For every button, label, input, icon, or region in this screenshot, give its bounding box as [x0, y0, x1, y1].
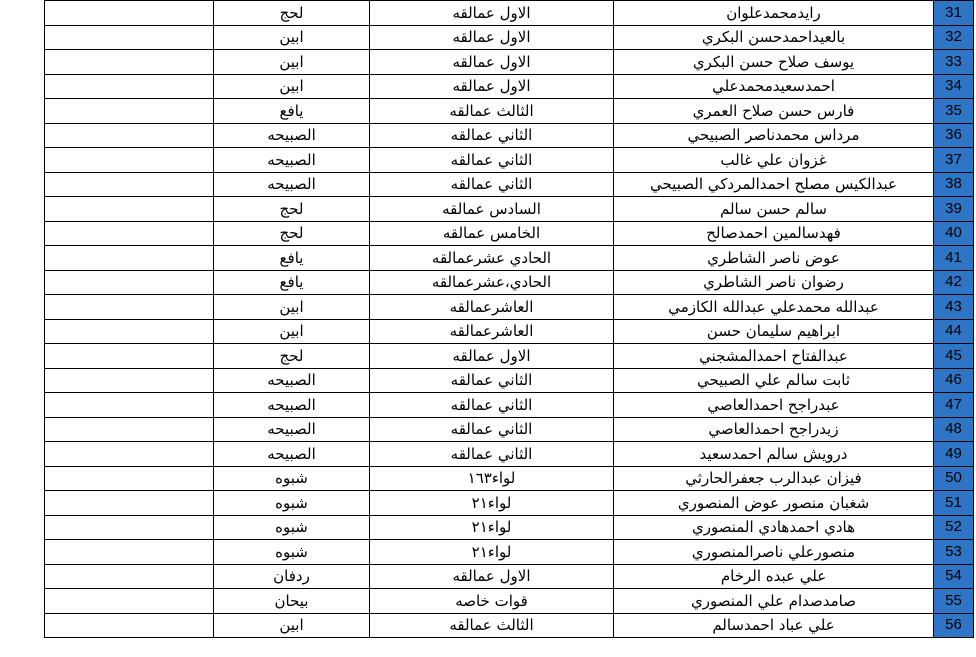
unit-cell[interactable]: لواء٢١ — [370, 491, 614, 516]
region-cell[interactable]: ابين — [214, 295, 370, 320]
region-cell[interactable]: ابين — [214, 613, 370, 638]
empty-cell[interactable] — [45, 466, 214, 491]
empty-cell[interactable] — [45, 417, 214, 442]
table-row — [45, 417, 974, 442]
name-cell[interactable]: عبدالله محمدعلي عبدالله الكازمي — [614, 295, 934, 320]
name-cell[interactable]: ثابت سالم علي الصبيحي — [614, 368, 934, 393]
name-cell[interactable]: درويش سالم احمدسعيد — [614, 442, 934, 467]
row-number-cell[interactable]: 46 — [934, 368, 974, 393]
unit-cell[interactable]: الاول عمالقه — [370, 74, 614, 99]
row-number-cell[interactable]: 38 — [934, 172, 974, 197]
row-number-cell[interactable]: 47 — [934, 393, 974, 418]
empty-cell[interactable] — [45, 515, 214, 540]
name-cell[interactable]: عوض ناصر الشاطري — [614, 246, 934, 271]
name-cell[interactable]: رايدمحمدعلوان — [614, 1, 934, 26]
table-row — [45, 197, 974, 222]
region-cell[interactable]: شبوه — [214, 540, 370, 565]
row-number-cell[interactable]: 33 — [934, 50, 974, 75]
name-cell[interactable]: زيدراجح احمدالعاصي — [614, 417, 934, 442]
name-cell[interactable]: ابراهيم سليمان حسن — [614, 319, 934, 344]
empty-cell[interactable] — [45, 172, 214, 197]
unit-cell[interactable]: السادس عمالقه — [370, 197, 614, 222]
row-number-cell[interactable]: 45 — [934, 344, 974, 369]
region-cell[interactable]: الصبيحه — [214, 442, 370, 467]
empty-cell[interactable] — [45, 589, 214, 614]
row-number-cell[interactable]: 31 — [934, 1, 974, 26]
empty-cell[interactable] — [45, 319, 214, 344]
unit-cell[interactable]: الاول عمالقه — [370, 50, 614, 75]
region-cell[interactable]: ردفان — [214, 564, 370, 589]
name-cell[interactable]: عبدالكيس مصلح احمدالمردكي الصبيحي — [614, 172, 934, 197]
empty-cell[interactable] — [45, 148, 214, 173]
table-row — [45, 50, 974, 75]
name-cell[interactable]: منصورعلي ناصرالمنصوري — [614, 540, 934, 565]
table-row — [45, 613, 974, 638]
empty-cell[interactable] — [45, 564, 214, 589]
empty-cell[interactable] — [45, 613, 214, 638]
region-cell[interactable]: لحج — [214, 197, 370, 222]
row-number-cell[interactable]: 35 — [934, 99, 974, 124]
region-cell[interactable]: ابين — [214, 319, 370, 344]
name-cell[interactable]: هادي احمدهادي المنصوري — [614, 515, 934, 540]
table-row — [45, 172, 974, 197]
empty-cell[interactable] — [45, 221, 214, 246]
unit-cell[interactable]: الثاني عمالقه — [370, 368, 614, 393]
empty-cell[interactable] — [45, 25, 214, 50]
row-number-cell[interactable]: 49 — [934, 442, 974, 467]
empty-cell[interactable] — [45, 393, 214, 418]
table-row — [45, 564, 974, 589]
region-cell[interactable]: بيحان — [214, 589, 370, 614]
table-row — [45, 491, 974, 516]
region-cell[interactable]: الصبيحه — [214, 393, 370, 418]
table-row — [45, 442, 974, 467]
row-number-cell[interactable]: 50 — [934, 466, 974, 491]
region-cell[interactable]: ابين — [214, 50, 370, 75]
table-row — [45, 246, 974, 271]
name-cell[interactable]: مرداس محمدناصر الصبيحي — [614, 123, 934, 148]
table-row — [45, 368, 974, 393]
unit-cell[interactable]: قوات خاصه — [370, 589, 614, 614]
unit-cell[interactable]: الخامس عمالقه — [370, 221, 614, 246]
table-row — [45, 344, 974, 369]
row-number-cell[interactable]: 54 — [934, 564, 974, 589]
region-cell[interactable]: لحج — [214, 1, 370, 26]
name-cell[interactable]: صامدصدام علي المنصوري — [614, 589, 934, 614]
table-row — [45, 319, 974, 344]
table-row — [45, 221, 974, 246]
row-number-cell[interactable]: 43 — [934, 295, 974, 320]
name-cell[interactable]: عبدراجح احمدالعاصي — [614, 393, 934, 418]
table-row — [45, 295, 974, 320]
name-cell[interactable]: فارس حسن صلاح العمري — [614, 99, 934, 124]
region-cell[interactable]: الصبيحه — [214, 148, 370, 173]
unit-cell[interactable]: الثاني عمالقه — [370, 172, 614, 197]
row-number-cell[interactable]: 39 — [934, 197, 974, 222]
name-cell[interactable]: فهدسالمين احمدصالح — [614, 221, 934, 246]
row-number-cell[interactable]: 44 — [934, 319, 974, 344]
empty-cell[interactable] — [45, 491, 214, 516]
empty-cell[interactable] — [45, 74, 214, 99]
name-cell[interactable]: يوسف صلاح حسن البكري — [614, 50, 934, 75]
table-row — [45, 515, 974, 540]
region-cell[interactable]: لحج — [214, 221, 370, 246]
unit-cell[interactable]: العاشرعمالقه — [370, 295, 614, 320]
unit-cell[interactable]: العاشرعمالقه — [370, 319, 614, 344]
unit-cell[interactable]: الحادي،عشرعمالقه — [370, 270, 614, 295]
row-number-cell[interactable]: 40 — [934, 221, 974, 246]
empty-cell[interactable] — [45, 197, 214, 222]
empty-cell[interactable] — [45, 368, 214, 393]
roster-table — [44, 0, 974, 638]
empty-cell[interactable] — [45, 295, 214, 320]
row-number-cell[interactable]: 37 — [934, 148, 974, 173]
unit-cell[interactable]: الاول عمالقه — [370, 25, 614, 50]
name-cell[interactable]: علي عبده الرخام — [614, 564, 934, 589]
table-row — [45, 589, 974, 614]
name-cell[interactable]: شغبان منصور عوض المنصوري — [614, 491, 934, 516]
unit-cell[interactable]: الاول عمالقه — [370, 344, 614, 369]
empty-cell[interactable] — [45, 99, 214, 124]
table-row — [45, 74, 974, 99]
row-number-cell[interactable]: 42 — [934, 270, 974, 295]
table-row — [45, 148, 974, 173]
unit-cell[interactable]: الثاني عمالقه — [370, 393, 614, 418]
name-cell[interactable]: علي عباد احمدسالم — [614, 613, 934, 638]
name-cell[interactable]: عبدالفتاح احمدالمشجني — [614, 344, 934, 369]
table-row — [45, 99, 974, 124]
unit-cell[interactable]: الثالث عمالقه — [370, 613, 614, 638]
unit-cell[interactable]: لواء٢١ — [370, 515, 614, 540]
empty-cell[interactable] — [45, 540, 214, 565]
table-row — [45, 393, 974, 418]
name-cell[interactable]: سالم حسن سالم — [614, 197, 934, 222]
table-row — [45, 123, 974, 148]
unit-cell[interactable]: الثاني عمالقه — [370, 442, 614, 467]
row-number-cell[interactable]: 56 — [934, 613, 974, 638]
region-cell[interactable]: يافع — [214, 99, 370, 124]
table-row — [45, 270, 974, 295]
row-number-cell[interactable]: 51 — [934, 491, 974, 516]
region-cell[interactable]: الصبيحه — [214, 417, 370, 442]
table-row — [45, 1, 974, 26]
unit-cell[interactable]: لواء١٦٣ — [370, 466, 614, 491]
empty-cell[interactable] — [45, 1, 214, 26]
region-cell[interactable]: الصبيحه — [214, 368, 370, 393]
row-number-cell[interactable]: 52 — [934, 515, 974, 540]
region-cell[interactable]: شبوه — [214, 515, 370, 540]
name-cell[interactable]: رضوان ناصر الشاطري — [614, 270, 934, 295]
table-row — [45, 540, 974, 565]
table-row — [45, 25, 974, 50]
region-cell[interactable]: الصبيحه — [214, 172, 370, 197]
region-cell[interactable]: شبوه — [214, 491, 370, 516]
row-number-cell[interactable]: 34 — [934, 74, 974, 99]
name-cell[interactable]: غزوان علي غالب — [614, 148, 934, 173]
roster-table-body — [45, 1, 974, 638]
empty-cell[interactable] — [45, 50, 214, 75]
table-row — [45, 466, 974, 491]
unit-cell[interactable]: الثاني عمالقه — [370, 148, 614, 173]
row-number-cell[interactable]: 53 — [934, 540, 974, 565]
row-number-cell[interactable]: 41 — [934, 246, 974, 271]
region-cell[interactable]: ابين — [214, 74, 370, 99]
name-cell[interactable]: فيزان عبدالرب جعفرالحارثي — [614, 466, 934, 491]
unit-cell[interactable]: الثالث عمالقه — [370, 99, 614, 124]
unit-cell[interactable]: الحادي عشرعمالقه — [370, 246, 614, 271]
region-cell[interactable]: يافع — [214, 270, 370, 295]
unit-cell[interactable]: الاول عمالقه — [370, 564, 614, 589]
empty-cell[interactable] — [45, 344, 214, 369]
spreadsheet-view — [44, 0, 973, 638]
region-cell[interactable]: الصبيحه — [214, 123, 370, 148]
unit-cell[interactable]: الثاني عمالقه — [370, 123, 614, 148]
region-cell[interactable]: لحج — [214, 344, 370, 369]
region-cell[interactable]: ابين — [214, 25, 370, 50]
unit-cell[interactable]: الاول عمالقه — [370, 1, 614, 26]
row-number-cell[interactable]: 55 — [934, 589, 974, 614]
empty-cell[interactable] — [45, 246, 214, 271]
unit-cell[interactable]: لواء٢١ — [370, 540, 614, 565]
row-number-cell[interactable]: 36 — [934, 123, 974, 148]
name-cell[interactable]: بالعيداحمدحسن البكري — [614, 25, 934, 50]
name-cell[interactable]: احمدسعيدمحمدعلي — [614, 74, 934, 99]
empty-cell[interactable] — [45, 442, 214, 467]
region-cell[interactable]: شبوه — [214, 466, 370, 491]
row-number-cell[interactable]: 48 — [934, 417, 974, 442]
unit-cell[interactable]: الثاني عمالقه — [370, 417, 614, 442]
row-number-cell[interactable]: 32 — [934, 25, 974, 50]
empty-cell[interactable] — [45, 123, 214, 148]
empty-cell[interactable] — [45, 270, 214, 295]
region-cell[interactable]: يافع — [214, 246, 370, 271]
